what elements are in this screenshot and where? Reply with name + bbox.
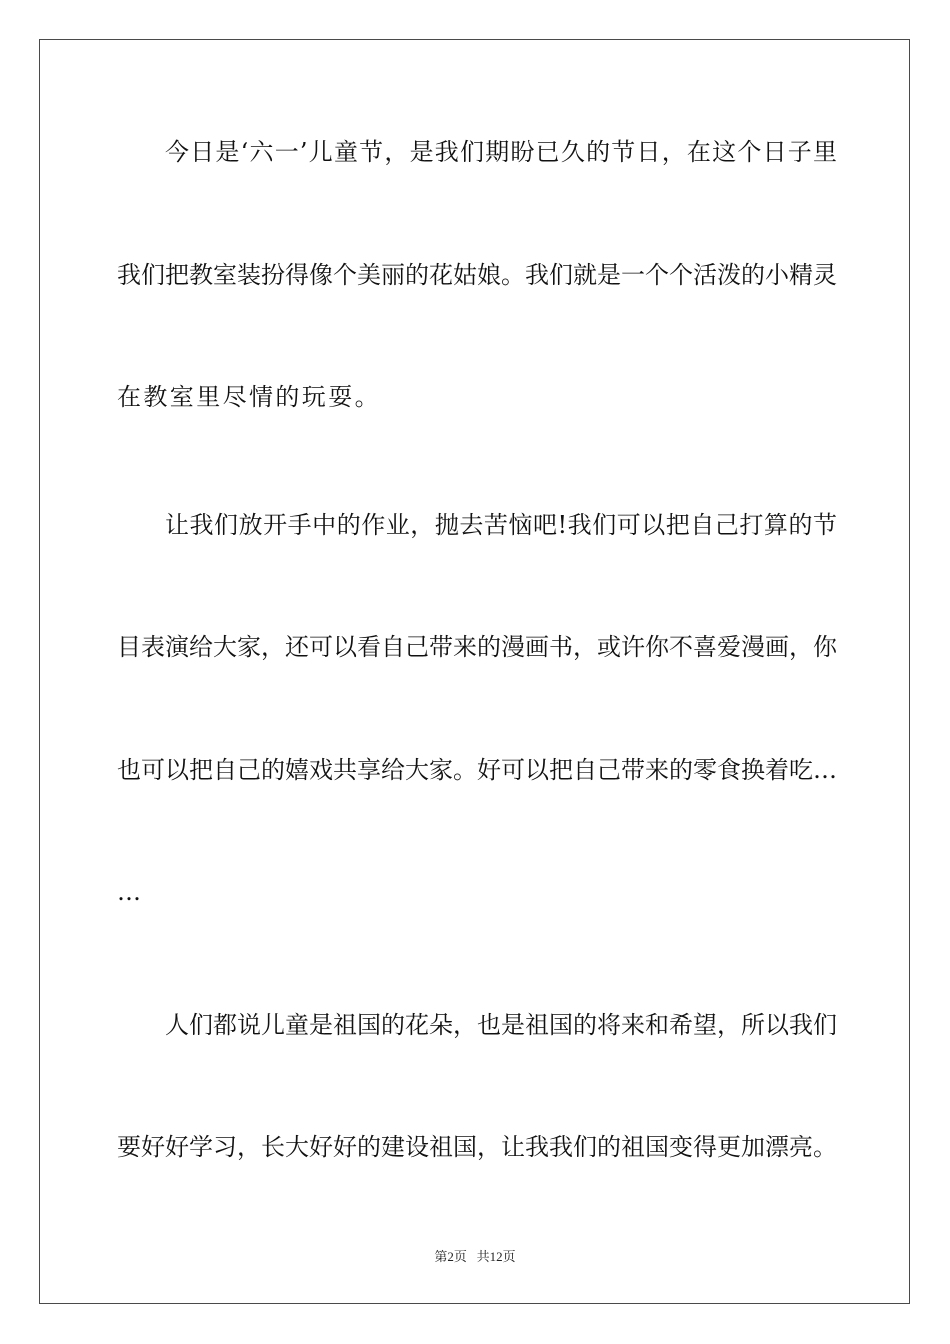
- paragraph-1-line-3: 在教室里尽情的玩耍。: [117, 383, 381, 411]
- page-total: 共12页: [476, 1249, 516, 1264]
- page-border: [39, 39, 910, 1304]
- paragraph-1-line-2: 我们把教室装扮得像个美丽的花姑娘。我们就是一个个活泼的小精灵: [117, 261, 837, 289]
- paragraph-1-line-1: 今日是‘六一’儿童节，是我们期盼已久的节日，在这个日子里: [165, 138, 837, 166]
- paragraph-2-line-2: 目表演给大家，还可以看自己带来的漫画书，或许你不喜爱漫画，你: [117, 633, 837, 661]
- paragraph-2-line-4: …: [117, 878, 144, 906]
- paragraph-3-line-2: 要好好学习，长大好好的建设祖国，让我我们的祖国变得更加漂亮。: [117, 1133, 837, 1161]
- paragraph-2-line-1: 让我们放开手中的作业，抛去苦恼吧!我们可以把自己打算的节: [165, 511, 837, 539]
- paragraph-2-line-3: 也可以把自己的嬉戏共享给大家。好可以把自己带来的零食换着吃…: [117, 756, 837, 784]
- page-number: 第2页: [434, 1249, 467, 1264]
- page-footer: [0, 1248, 950, 1266]
- paragraph-3-line-1: 人们都说儿童是祖国的花朵，也是祖国的将来和希望，所以我们: [165, 1011, 837, 1039]
